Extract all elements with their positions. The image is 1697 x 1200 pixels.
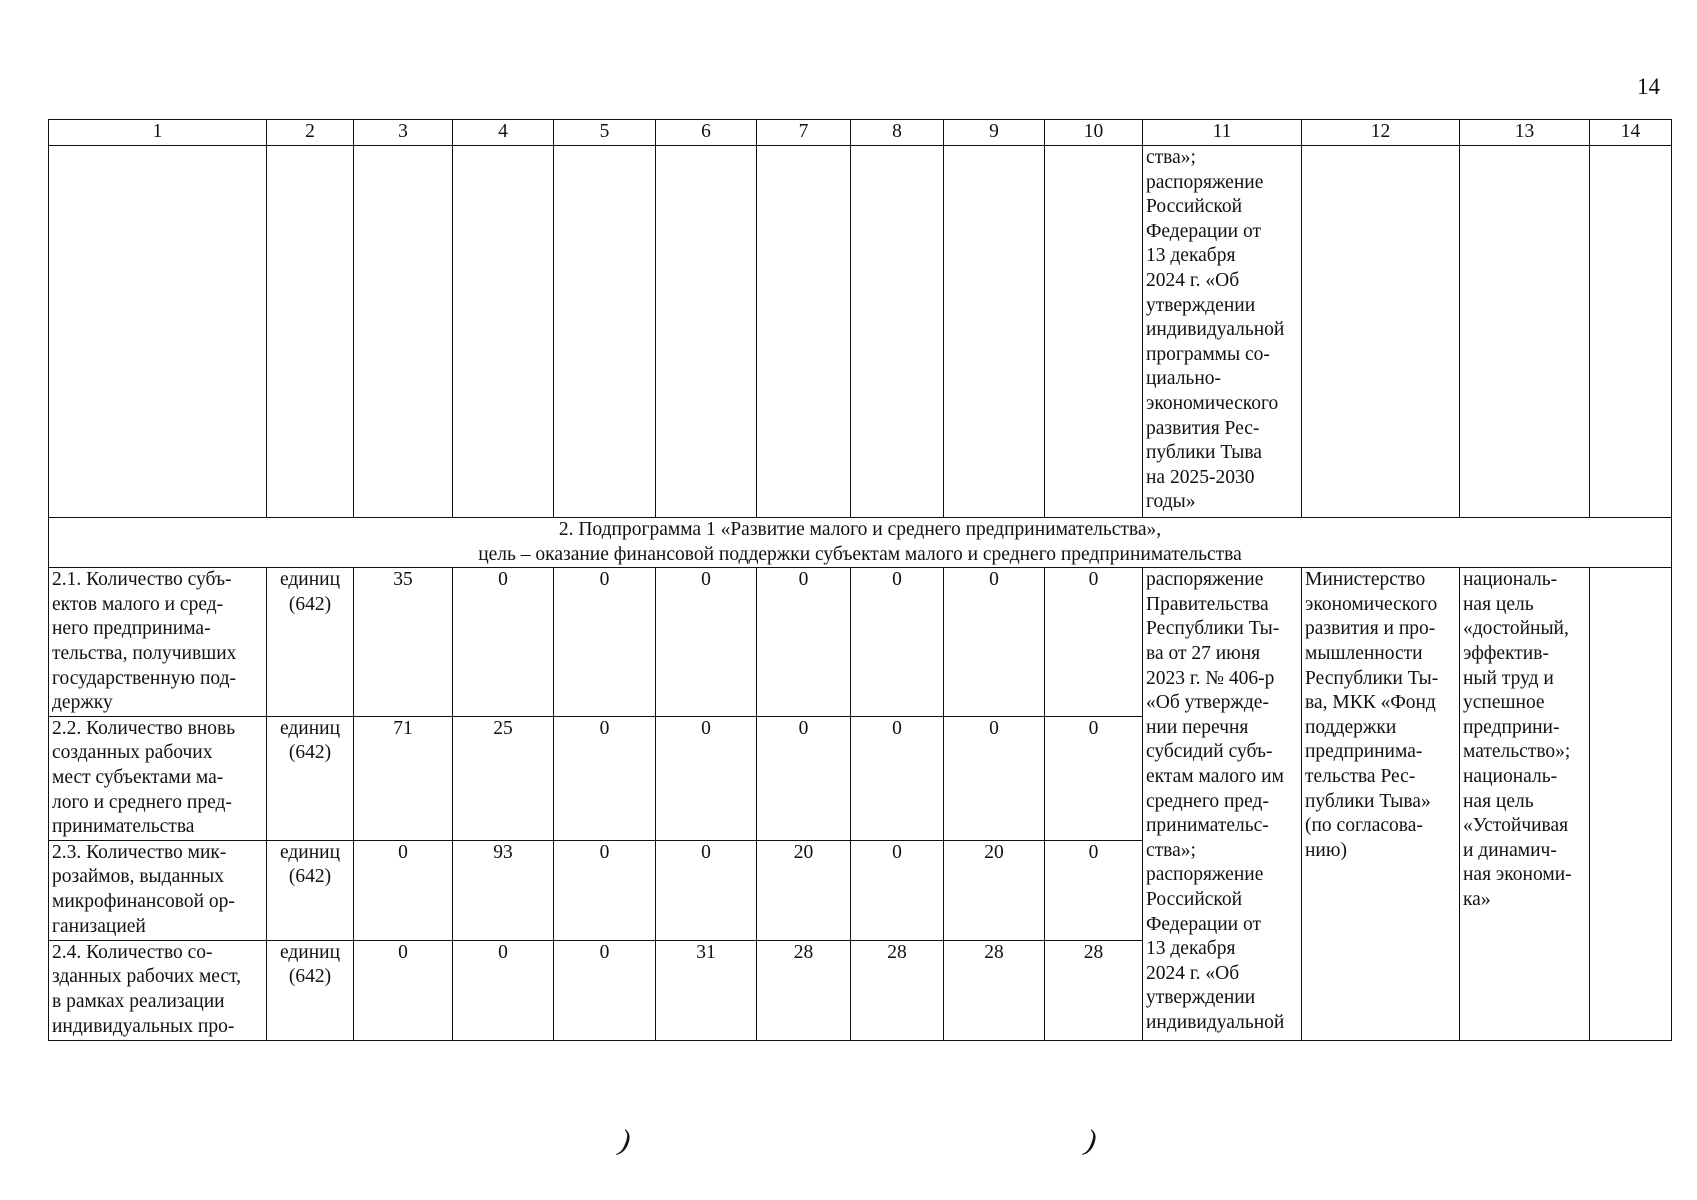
header-col-6: 6 [656, 120, 757, 146]
header-col-5: 5 [554, 120, 656, 146]
indicator-value: 20 [944, 840, 1045, 940]
header-col-2: 2 [267, 120, 354, 146]
indicator-name: 2.3. Количество мик- розаймов, выданных микрофинансовой ор- ганизацией [49, 840, 267, 940]
header-col-7: 7 [757, 120, 851, 146]
indicator-value: 0 [554, 840, 656, 940]
page-number: 14 [1637, 74, 1660, 99]
handwritten-mark: ) [1083, 1123, 1099, 1158]
header-col-1: 1 [49, 120, 267, 146]
indicator-value: 35 [354, 568, 453, 717]
indicator-value: 93 [453, 840, 554, 940]
indicator-value: 0 [944, 716, 1045, 840]
indicator-value: 0 [656, 840, 757, 940]
header-col-11: 11 [1143, 120, 1302, 146]
indicator-value: 0 [944, 568, 1045, 717]
indicator-value: 0 [453, 940, 554, 1040]
continuation-basis-cell: ства»; распоряжение Российской Федерации от 13 декабря 2024 г. «Об утверждении индивидуальной программы со- циально- экономического развития Рес- публики Тыва на 2025-2030 годы» [1143, 146, 1302, 518]
indicator-name: 2.1. Количество субъ- ектов малого и сред- него предпринима- тельства, получивших государственную под- держку [49, 568, 267, 717]
indicator-name: 2.2. Количество вновь созданных рабочих мест субъектами ма- лого и среднего пред- принимательства [49, 716, 267, 840]
header-col-3: 3 [354, 120, 453, 146]
indicator-value: 0 [453, 568, 554, 717]
header-col-8: 8 [851, 120, 944, 146]
continuation-row [49, 146, 1672, 518]
indicator-value: 0 [554, 940, 656, 1040]
indicator-value: 28 [1045, 940, 1143, 1040]
indicator-unit: единиц (642) [267, 840, 354, 940]
header-col-4: 4 [453, 120, 554, 146]
indicator-value: 0 [1045, 716, 1143, 840]
indicator-value: 0 [656, 568, 757, 717]
indicator-value: 20 [757, 840, 851, 940]
section-title: 2. Подпрограмма 1 «Развитие малого и среднего предпринимательства», [558, 519, 1162, 540]
indicator-value: 28 [757, 940, 851, 1040]
indicator-unit: единиц (642) [267, 940, 354, 1040]
indicator-value: 28 [851, 940, 944, 1040]
header-row [49, 120, 1672, 146]
indicator-value: 0 [554, 568, 656, 717]
indicator-value: 0 [354, 840, 453, 940]
indicator-value: 0 [757, 568, 851, 717]
indicator-value: 0 [757, 716, 851, 840]
indicators-table [48, 119, 1672, 1041]
indicator-value: 0 [656, 716, 757, 840]
merged-col13-cell: националь- ная цель «достойный, эффектив- ный труд и успешное предприни- мательство»; националь- ная цель «Устойчивая и динамич- ная экономи- ка» [1460, 568, 1590, 1041]
indicator-unit: единиц (642) [267, 568, 354, 717]
indicator-value: 31 [656, 940, 757, 1040]
handwritten-mark: ) [617, 1123, 633, 1158]
indicator-name: 2.4. Количество со- зданных рабочих мест, в рамках реализации индивидуальных про- [49, 940, 267, 1040]
indicator-row [49, 568, 1672, 717]
indicator-value: 0 [851, 716, 944, 840]
indicator-value: 71 [354, 716, 453, 840]
indicator-value: 0 [1045, 840, 1143, 940]
section-heading [49, 518, 1672, 568]
header-col-13: 13 [1460, 120, 1590, 146]
merged-col14-cell [1590, 568, 1672, 1041]
header-col-10: 10 [1045, 120, 1143, 146]
section-row [49, 518, 1672, 568]
indicator-value: 0 [851, 840, 944, 940]
indicator-value: 28 [944, 940, 1045, 1040]
section-goal: цель – оказание финансовой поддержки субъектам малого и среднего предпринимательства [478, 543, 1242, 565]
header-col-9: 9 [944, 120, 1045, 146]
merged-col11-cell: распоряжение Правительства Республики Ты- ва от 27 июня 2023 г. № 406-р «Об утвержде- нии перечня субсидий субъ- ектам малого им среднего пред- принимательс- ства»; распоряжение Российской Федерации от 13 декабря 2024 г. «Об утверждении индивидуальной [1143, 568, 1302, 1041]
header-col-14: 14 [1590, 120, 1672, 146]
indicator-unit: единиц (642) [267, 716, 354, 840]
indicator-value: 25 [453, 716, 554, 840]
indicator-value: 0 [851, 568, 944, 717]
indicator-value: 0 [354, 940, 453, 1040]
indicator-value: 0 [1045, 568, 1143, 717]
merged-col12-cell: Министерство экономического развития и про- мышленности Республики Ты- ва, МКК «Фонд поддержки предпринима- тельства Рес- публики Тыва» (по согласова- нию) [1302, 568, 1460, 1041]
header-col-12: 12 [1302, 120, 1460, 146]
indicator-value: 0 [554, 716, 656, 840]
